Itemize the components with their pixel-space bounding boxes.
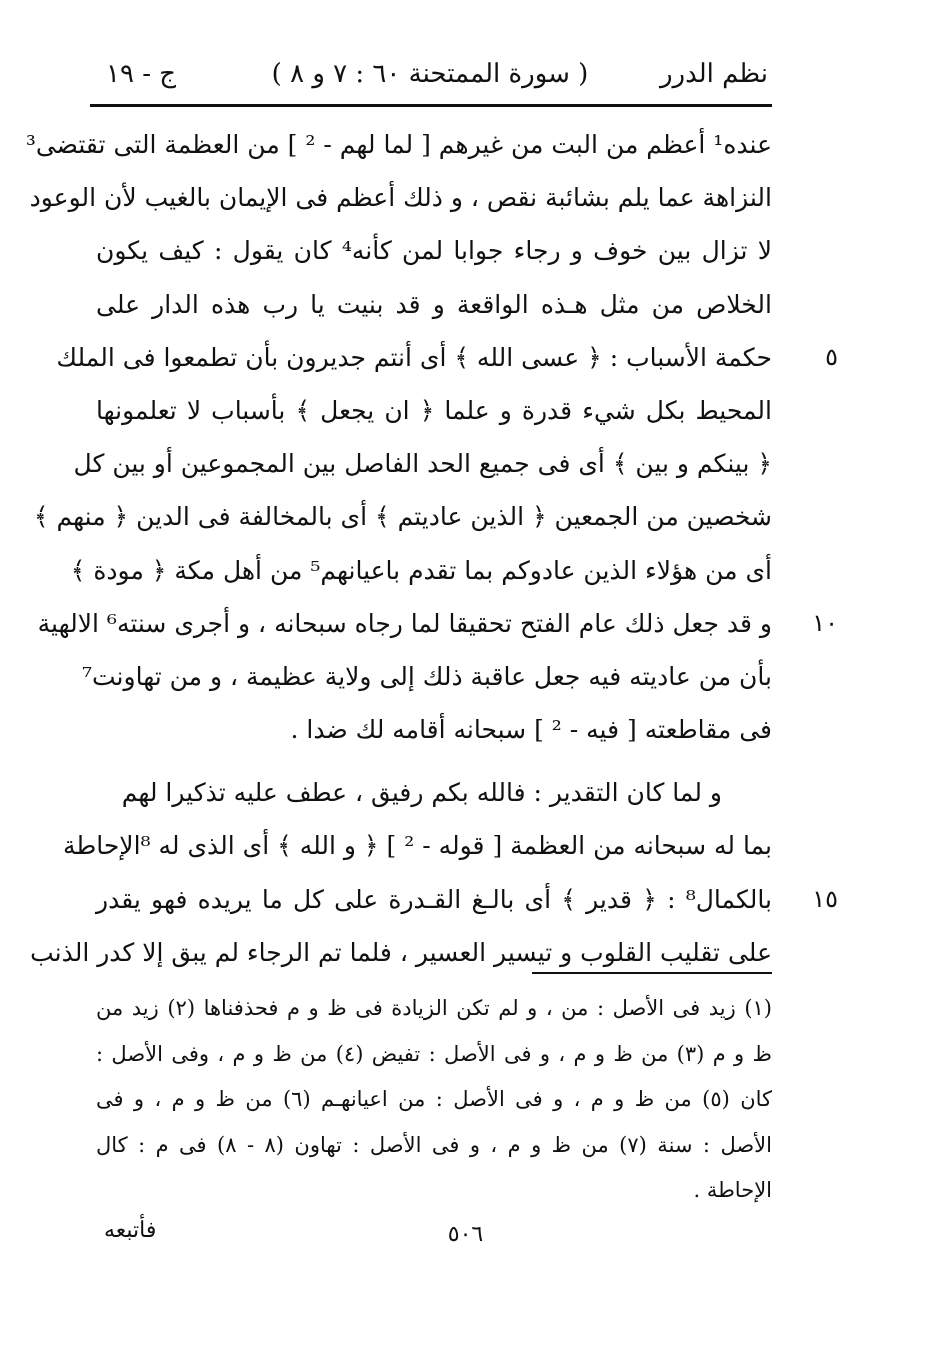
text-line: النزاهة عما يلم بشائبة نقص ، و ذلك أعظم فى الإيمان بالغيب لأن الوعود: [29, 183, 772, 213]
footnote-line: (١) زيد فى الأصل : من ، و لم تكن الزيادة فى ظ و م فحذفناها (٢) زيد من: [96, 996, 772, 1020]
line-number: ١٠: [812, 608, 838, 637]
footnote-line: الإحاطة .: [693, 1178, 772, 1202]
running-header: [92, 50, 768, 98]
footnote-rule: [532, 972, 772, 974]
footnote-line: الأصل : سنة (٧) من ظ و م ، و فى الأصل : تهاون (٨ - ٨) فى م : كال: [96, 1132, 772, 1157]
footnote-line: ظ و م (٣) من ظ و م ، و فى الأصل : تفيض (٤) من ظ و م ، وفى الأصل :: [96, 1041, 772, 1066]
text-line: ٥ حكمة الأسباب : ﴿ عسى الله ﴾ أى أنتم جديرون بأن تطمعوا فى الملك: [96, 331, 772, 384]
text-line: فى مقاطعته [ فيه - ² ] سبحانه أقامه لك ضدا .: [290, 715, 772, 745]
text-line: عنده¹ أعظم من البت من غيرهم [ لما لهم - ² ] من العظمة التى تقتضى³: [25, 130, 772, 159]
footnote-line: كان (٥) من ظ و م ، و فى الأصل : من اعيانهـم (٦) من ظ و م ، و فى: [96, 1087, 773, 1111]
page-number: ٥٠٦: [447, 1222, 484, 1247]
text-line: بما له سبحانه من العظمة [ قوله - ² ] ﴿ و الله ﴾ أى الذى له ⁸الإحاطة: [62, 831, 772, 861]
footnotes: [96, 986, 772, 1214]
text-line: ١٠ و قد جعل ذلك عام الفتح تحقيقا لما رجاه سبحانه ، و أجرى سنته⁶ الالهية: [96, 597, 772, 650]
text-line: و لما كان التقدير : فالله بكم رفيق ، عطف عليه تذكيرا لهم: [121, 778, 722, 808]
header-rule: [90, 104, 772, 107]
text-line: الخلاص من مثل هـذه الواقعة و قد بنيت يا رب هذه الدار على: [96, 289, 772, 319]
text-line: أى من هؤلاء الذين عادوكم بما تقدم باعيانهم⁵ من أهل مكة ﴿ مودة ﴾: [70, 555, 772, 585]
text-line: ١٥ بالكمال⁸ : ﴿ قدير ﴾ أى بالـغ القـدرة على كل ما يريده فهو يقدر: [96, 873, 772, 926]
volume-number: ج - ١٩: [106, 59, 177, 89]
text-line: المحيط بكل شيء قدرة و علما ﴿ ان يجعل ﴾ بأسباب لا تعلمونها: [96, 395, 772, 425]
text-line: على تقليب القلوب و تيسير العسير ، فلما تم الرجاء لم يبق إلا كدر الذنب: [30, 937, 772, 967]
catchword: فأتبعه: [104, 1218, 157, 1243]
text-line: شخصين من الجمعين ﴿ الذين عاديتم ﴾ أى بالمخالفة فى الدين ﴿ منهم ﴾: [33, 502, 772, 532]
text-line: لا تزال بين خوف و رجاء جوابا لمن كأنه⁴ كان يقول : كيف يكون: [96, 236, 772, 266]
book-title: نظم الدرر: [659, 59, 768, 89]
text-line: بأن من عاديته فيه جعل عاقبة ذلك إلى ولاية عظيمة ، و من تهاونت⁷: [81, 661, 772, 691]
main-text: [25, 118, 838, 979]
text-line: ﴿ بينكم و بين ﴾ أى فى جميع الحد الفاصل بين المجموعين أو بين كل: [73, 449, 772, 479]
line-number: ٥: [825, 342, 838, 371]
surah-reference: ( سورة الممتحنة ٦٠ : ٧ و ٨ ): [271, 59, 589, 89]
line-number: ١٥: [812, 884, 838, 913]
